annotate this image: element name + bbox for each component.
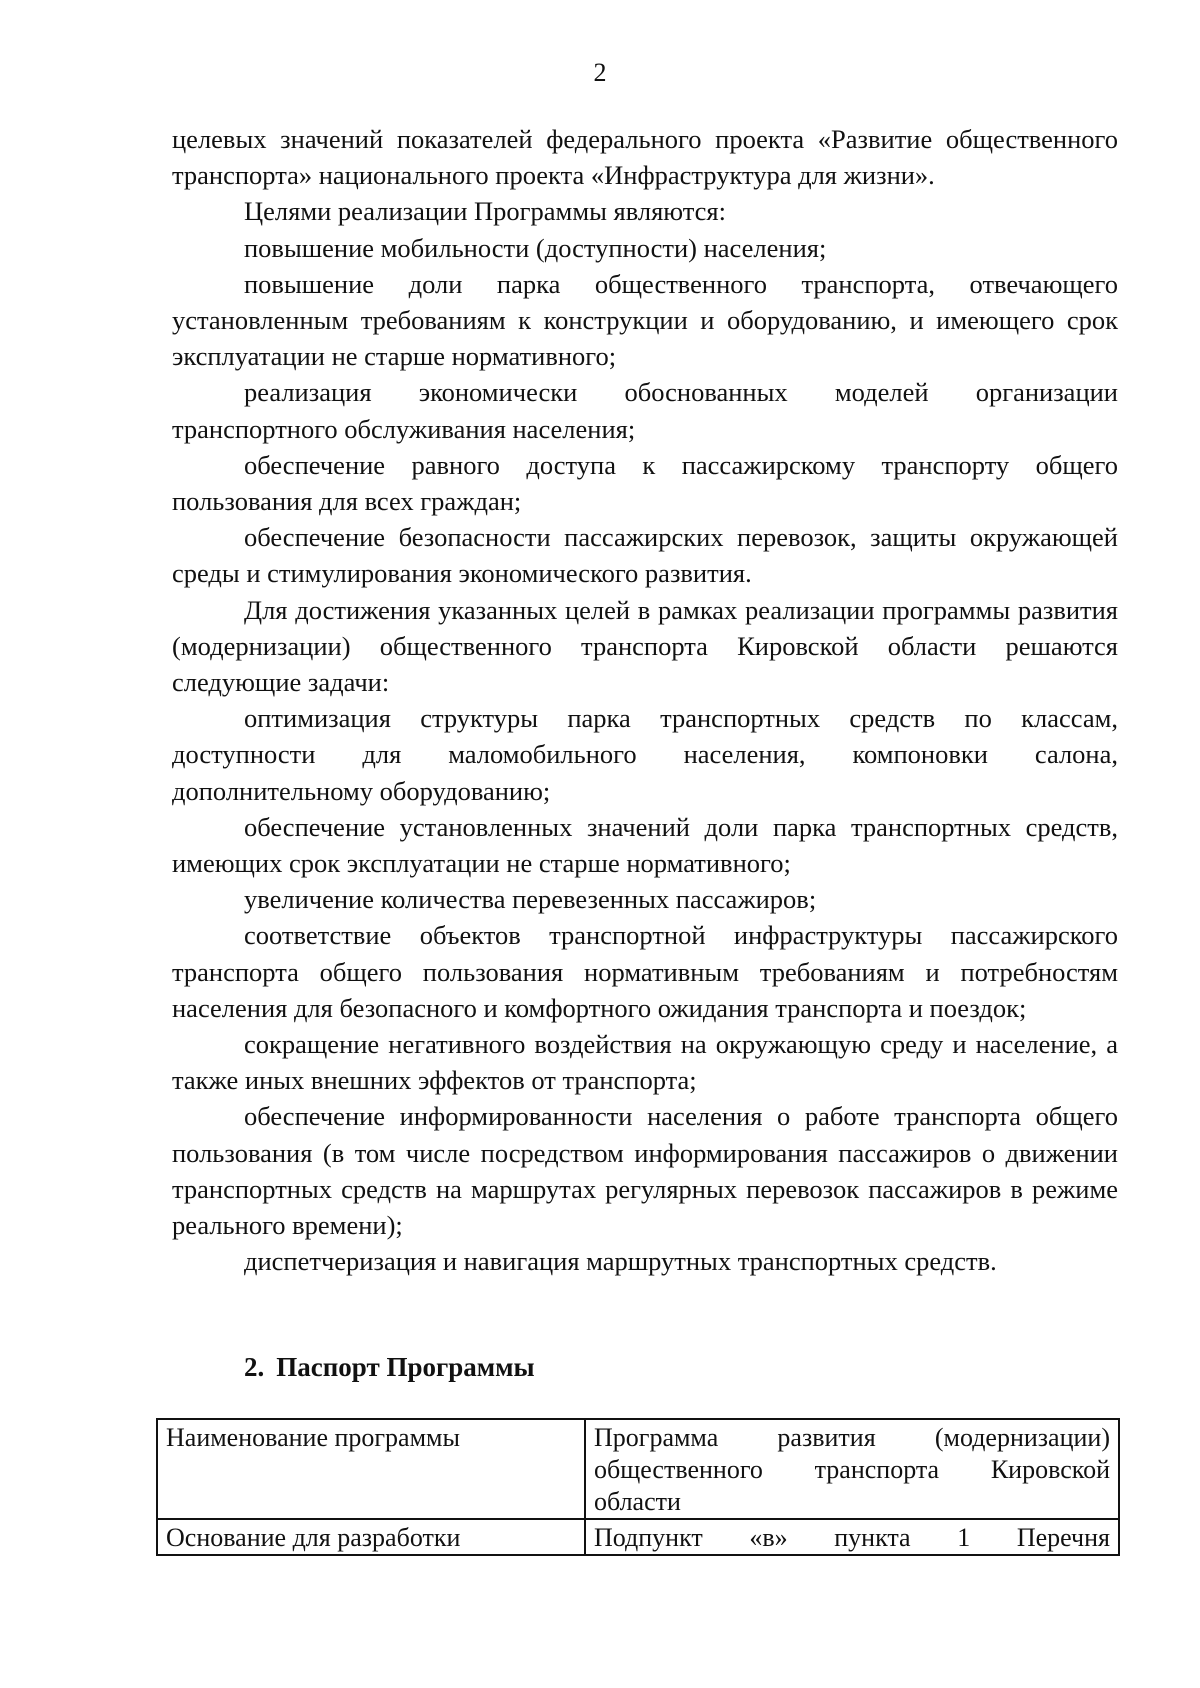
table-row xyxy=(157,1419,1119,1519)
paragraph-goal-3: реализация экономически обоснованных моделей организации транспортного обслуживания населения; xyxy=(172,377,1118,444)
passport-table xyxy=(156,1418,1120,1556)
table-row xyxy=(157,1519,1119,1555)
paragraph-goal-1: повышение мобильности (доступности) населения; xyxy=(244,232,827,263)
section-heading xyxy=(244,1352,535,1383)
paragraph-continuation: целевых значений показателей федерального проекта «Развитие общественного транспорта» национального проекта «Инфраструктура для жизни». xyxy=(172,124,1118,191)
section-title: Паспорт Программы xyxy=(276,1352,535,1382)
section-number: 2. xyxy=(244,1352,265,1382)
paragraph-task-4: соответствие объектов транспортной инфраструктуры пассажирского транспорта общего пользования нормативным требованиям и потребностям населения для безопасного и комфортного ожидания транспорта и поездок; xyxy=(172,920,1118,1023)
paragraph-task-6: обеспечение информированности населения о работе транспорта общего пользования (в том числе посредством информирования пассажиров о движении транспортных средств на маршрутах регулярных перевозок пассажиров в режиме реального времени); xyxy=(172,1101,1118,1241)
paragraph-task-3: увеличение количества перевезенных пассажиров; xyxy=(244,884,817,915)
paragraph-goal-5: обеспечение безопасности пассажирских перевозок, защиты окружающей среды и стимулирования экономического развития. xyxy=(172,522,1118,589)
table-cell-value: Программа развития (модернизации) общественного транспорта Кировской области xyxy=(585,1419,1119,1519)
paragraph-task-1: оптимизация структуры парка транспортных средств по классам, доступности для маломобильного населения, компоновки салона, дополнительному оборудованию; xyxy=(172,703,1118,806)
table-cell-label: Основание для разработки xyxy=(157,1519,585,1555)
paragraph-task-2: обеспечение установленных значений доли парка транспортных средств, имеющих срок эксплуатации не старше нормативного; xyxy=(172,811,1118,879)
paragraph-task-5: сокращение негативного воздействия на окружающую среду и население, а также иных внешних эффектов от транспорта; xyxy=(172,1029,1118,1096)
paragraph-goals-intro: Целями реализации Программы являются: xyxy=(244,196,726,227)
body-text xyxy=(172,121,1118,1280)
paragraph-goal-2: повышение доли парка общественного транспорта, отвечающего установленным требованиям к конструкции и оборудованию, и имеющего срок эксплуатации не старше нормативного; xyxy=(172,268,1118,372)
paragraph-tasks-intro: Для достижения указанных целей в рамках реализации программы развития (модернизации) общественного транспорта Кировской области решаются следующие задачи: xyxy=(172,594,1118,698)
table-cell-value: Подпункт «в» пункта 1 Перечня xyxy=(585,1519,1119,1555)
table-cell-label: Наименование программы xyxy=(157,1419,585,1519)
paragraph-task-7: диспетчеризация и навигация маршрутных транспортных средств. xyxy=(244,1246,997,1277)
page-number: 2 xyxy=(593,58,607,87)
paragraph-goal-4: обеспечение равного доступа к пассажирскому транспорту общего пользования для всех граждан; xyxy=(172,449,1118,517)
